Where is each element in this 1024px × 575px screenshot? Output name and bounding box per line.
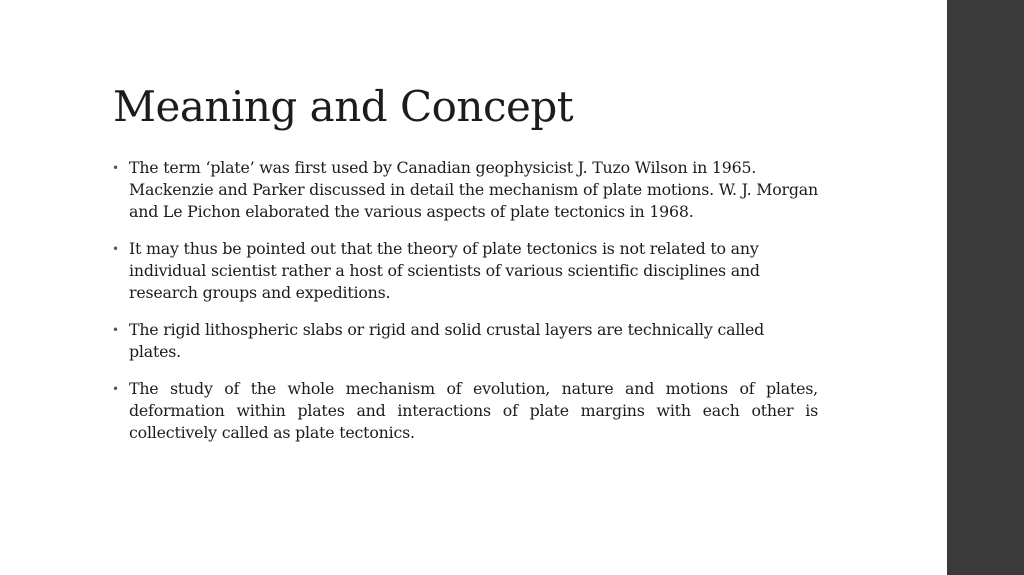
bullet-item-1 (112, 157, 818, 223)
bullet-text: It may thus be pointed out that the theory of plate tectonics is not related to any individual scientist rather a host of scientists of various scientific disciplines and research groups and expeditions. (129, 239, 760, 302)
bullet-item-3 (112, 319, 818, 363)
bullet-mark: • (112, 161, 119, 175)
bullet-list (112, 157, 818, 459)
bullet-text: The term ‘plate’ was first used by Canadian geophysicist J. Tuzo Wilson in 1965. Mackenzie and Parker discussed in detail the mechanism of plate motions. W. J. Morgan and Le Pichon elaborated the various aspects of plate tectonics in 1968. (129, 158, 818, 221)
bullet-text: The rigid lithospheric slabs or rigid and solid crustal layers are technically called plates. (129, 320, 765, 361)
bullet-mark: • (112, 382, 119, 396)
side-bar-decoration (947, 0, 1024, 575)
bullet-item-4 (112, 378, 818, 444)
bullet-mark: • (112, 323, 119, 337)
bullet-item-2 (112, 238, 818, 304)
bullet-text: The study of the whole mechanism of evolution, nature and motions of plates, deformation within plates and interactions of plate margins with each other is collectively called as plate tectonics. (129, 379, 818, 442)
bullet-mark: • (112, 242, 119, 256)
slide-title: Meaning and Concept (113, 82, 574, 131)
